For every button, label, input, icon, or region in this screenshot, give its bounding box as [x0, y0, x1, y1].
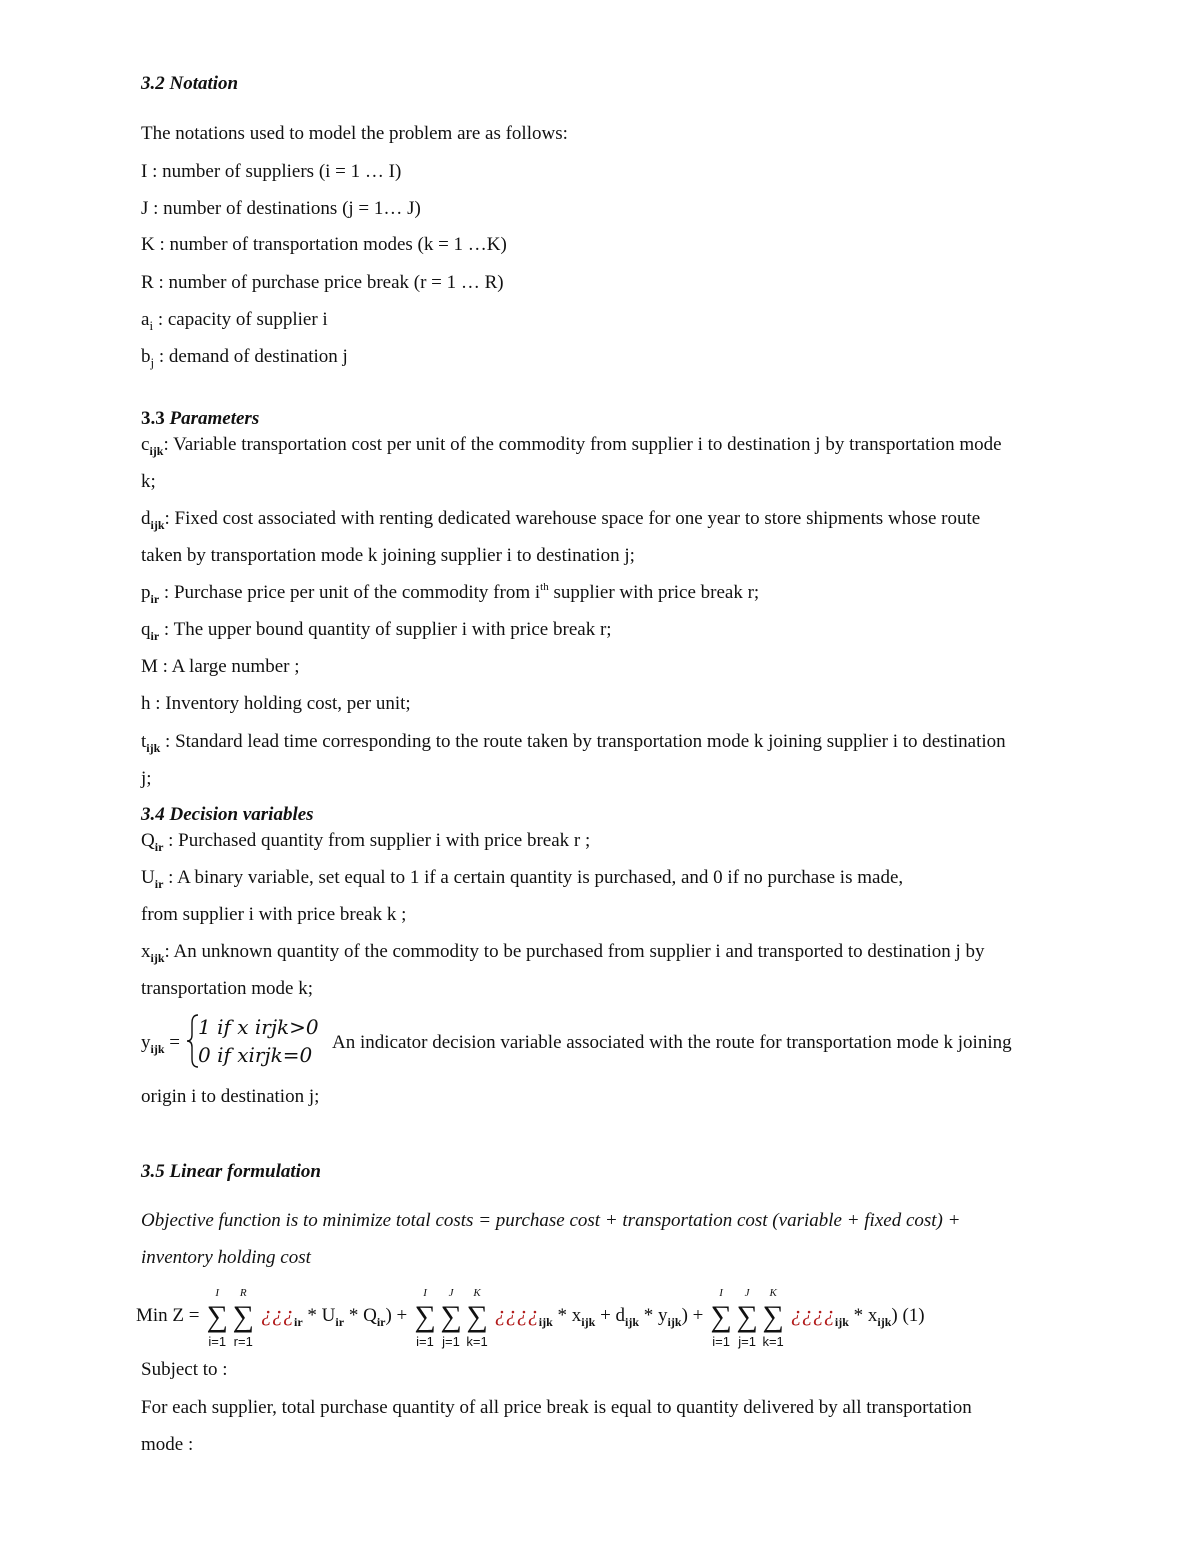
notation-item-I: I : number of suppliers (i = 1 … I) — [141, 161, 402, 182]
notation-item-a: $a_i$ : capacity of supplier i — [141, 309, 328, 333]
sum-symbol: I ∑ i=1 — [206, 1286, 228, 1349]
decision-U-cont: from supplier i with price break k ; — [141, 904, 407, 925]
param-c-cont: k; — [141, 471, 156, 492]
param-q: $q_{ir}$ : The upper bound quantity of supplier i with price break r; — [141, 619, 612, 643]
section-heading-formulation: 3.5 Linear formulation — [141, 1161, 321, 1182]
objective-equation: Min Z = I ∑ i=1 R ∑ r=1 ¿¿¿$_{ir} * U_{ir} * Q_{ir}$) + I ∑ i=1 J ∑ j=1 K ∑ k=1 ¿¿¿¿$_{ijk} * x_{ijk} + d_{ijk} * y_{ijk}$) + I ∑ i=1 J ∑ j=1 K ∑ k=1 ¿¿¿¿$_{ijk} * x_{ijk}$) (1) — [136, 1286, 925, 1349]
notation-item-b: $b_j$ : demand of destination j — [141, 346, 348, 370]
decision-Q: $Q_{ir}$ : Purchased quantity from supplier i with price break r ; — [141, 830, 591, 854]
sum-symbol: K ∑ k=1 — [762, 1286, 784, 1349]
section-heading-decision: 3.4 Decision variables — [141, 804, 314, 825]
sum-symbol: R ∑ r=1 — [232, 1286, 254, 1349]
subject-to: Subject to : — [141, 1359, 228, 1380]
param-t: $t_{ijk}$ : Standard lead time corresponding to the route taken by transportation mode k joining supplier i to destination — [141, 731, 1006, 755]
piecewise-case-1: 1 if x irjk>0 — [198, 1015, 319, 1039]
notation-item-J: J : number of destinations (j = 1… J) — [141, 198, 421, 219]
section-heading-parameters: 3.3 Parameters — [141, 408, 260, 429]
param-h: h : Inventory holding cost, per unit; — [141, 693, 411, 714]
param-d: $d_{ijk}$: Fixed cost associated with renting dedicated warehouse space for one year to store shipments whose route — [141, 508, 981, 532]
param-M: M : A large number ; — [141, 656, 300, 677]
notation-item-R: R : number of purchase price break (r = 1 … R) — [141, 272, 504, 293]
param-d-cont: taken by transportation mode k joining supplier i to destination j; — [141, 545, 635, 566]
constraint-description-cont: mode : — [141, 1434, 194, 1455]
decision-y-cont: origin i to destination j; — [141, 1086, 320, 1107]
sum-symbol: I ∑ i=1 — [710, 1286, 732, 1349]
sum-symbol: I ∑ i=1 — [414, 1286, 436, 1349]
decision-U: $U_{ir}$ : A binary variable, set equal to 1 if a certain quantity is purchased, and 0 if no purchase is made, — [141, 867, 904, 891]
piecewise-case-2: 0 if xirjk=0 — [198, 1043, 313, 1067]
sum-symbol: J ∑ j=1 — [736, 1286, 758, 1349]
decision-x: $x_{ijk}$: An unknown quantity of the commodity to be purchased from supplier i and transported to destination j by — [141, 941, 985, 965]
param-c: $c_{ijk}$: Variable transportation cost per unit of the commodity from supplier i to destination j by transportation mode — [141, 434, 1002, 458]
sum-symbol: K ∑ k=1 — [466, 1286, 488, 1349]
decision-y-desc: An indicator decision variable associated with the route for transportation mode k joining — [332, 1032, 1012, 1053]
objective-description: Objective function is to minimize total costs = purchase cost + transportation cost (variable + fixed cost) + — [141, 1210, 961, 1231]
decision-x-cont: transportation mode k; — [141, 978, 314, 999]
notation-item-K: K : number of transportation modes (k = 1 …K) — [141, 234, 507, 255]
section-heading-notation: 3.2 Notation — [141, 73, 239, 94]
constraint-description: For each supplier, total purchase quantity of all price break is equal to quantity delivered by all transportation — [141, 1397, 972, 1418]
notation-intro: The notations used to model the problem are as follows: — [141, 123, 568, 144]
param-t-cont: j; — [141, 768, 152, 789]
sum-symbol: J ∑ j=1 — [440, 1286, 462, 1349]
objective-description-cont: inventory holding cost — [141, 1247, 311, 1268]
decision-y-label: $y_{ijk}$ = — [141, 1032, 180, 1056]
param-p: $p_{ir}$ : Purchase price per unit of the commodity from $i^{th}$ supplier with price break r; — [141, 581, 760, 606]
